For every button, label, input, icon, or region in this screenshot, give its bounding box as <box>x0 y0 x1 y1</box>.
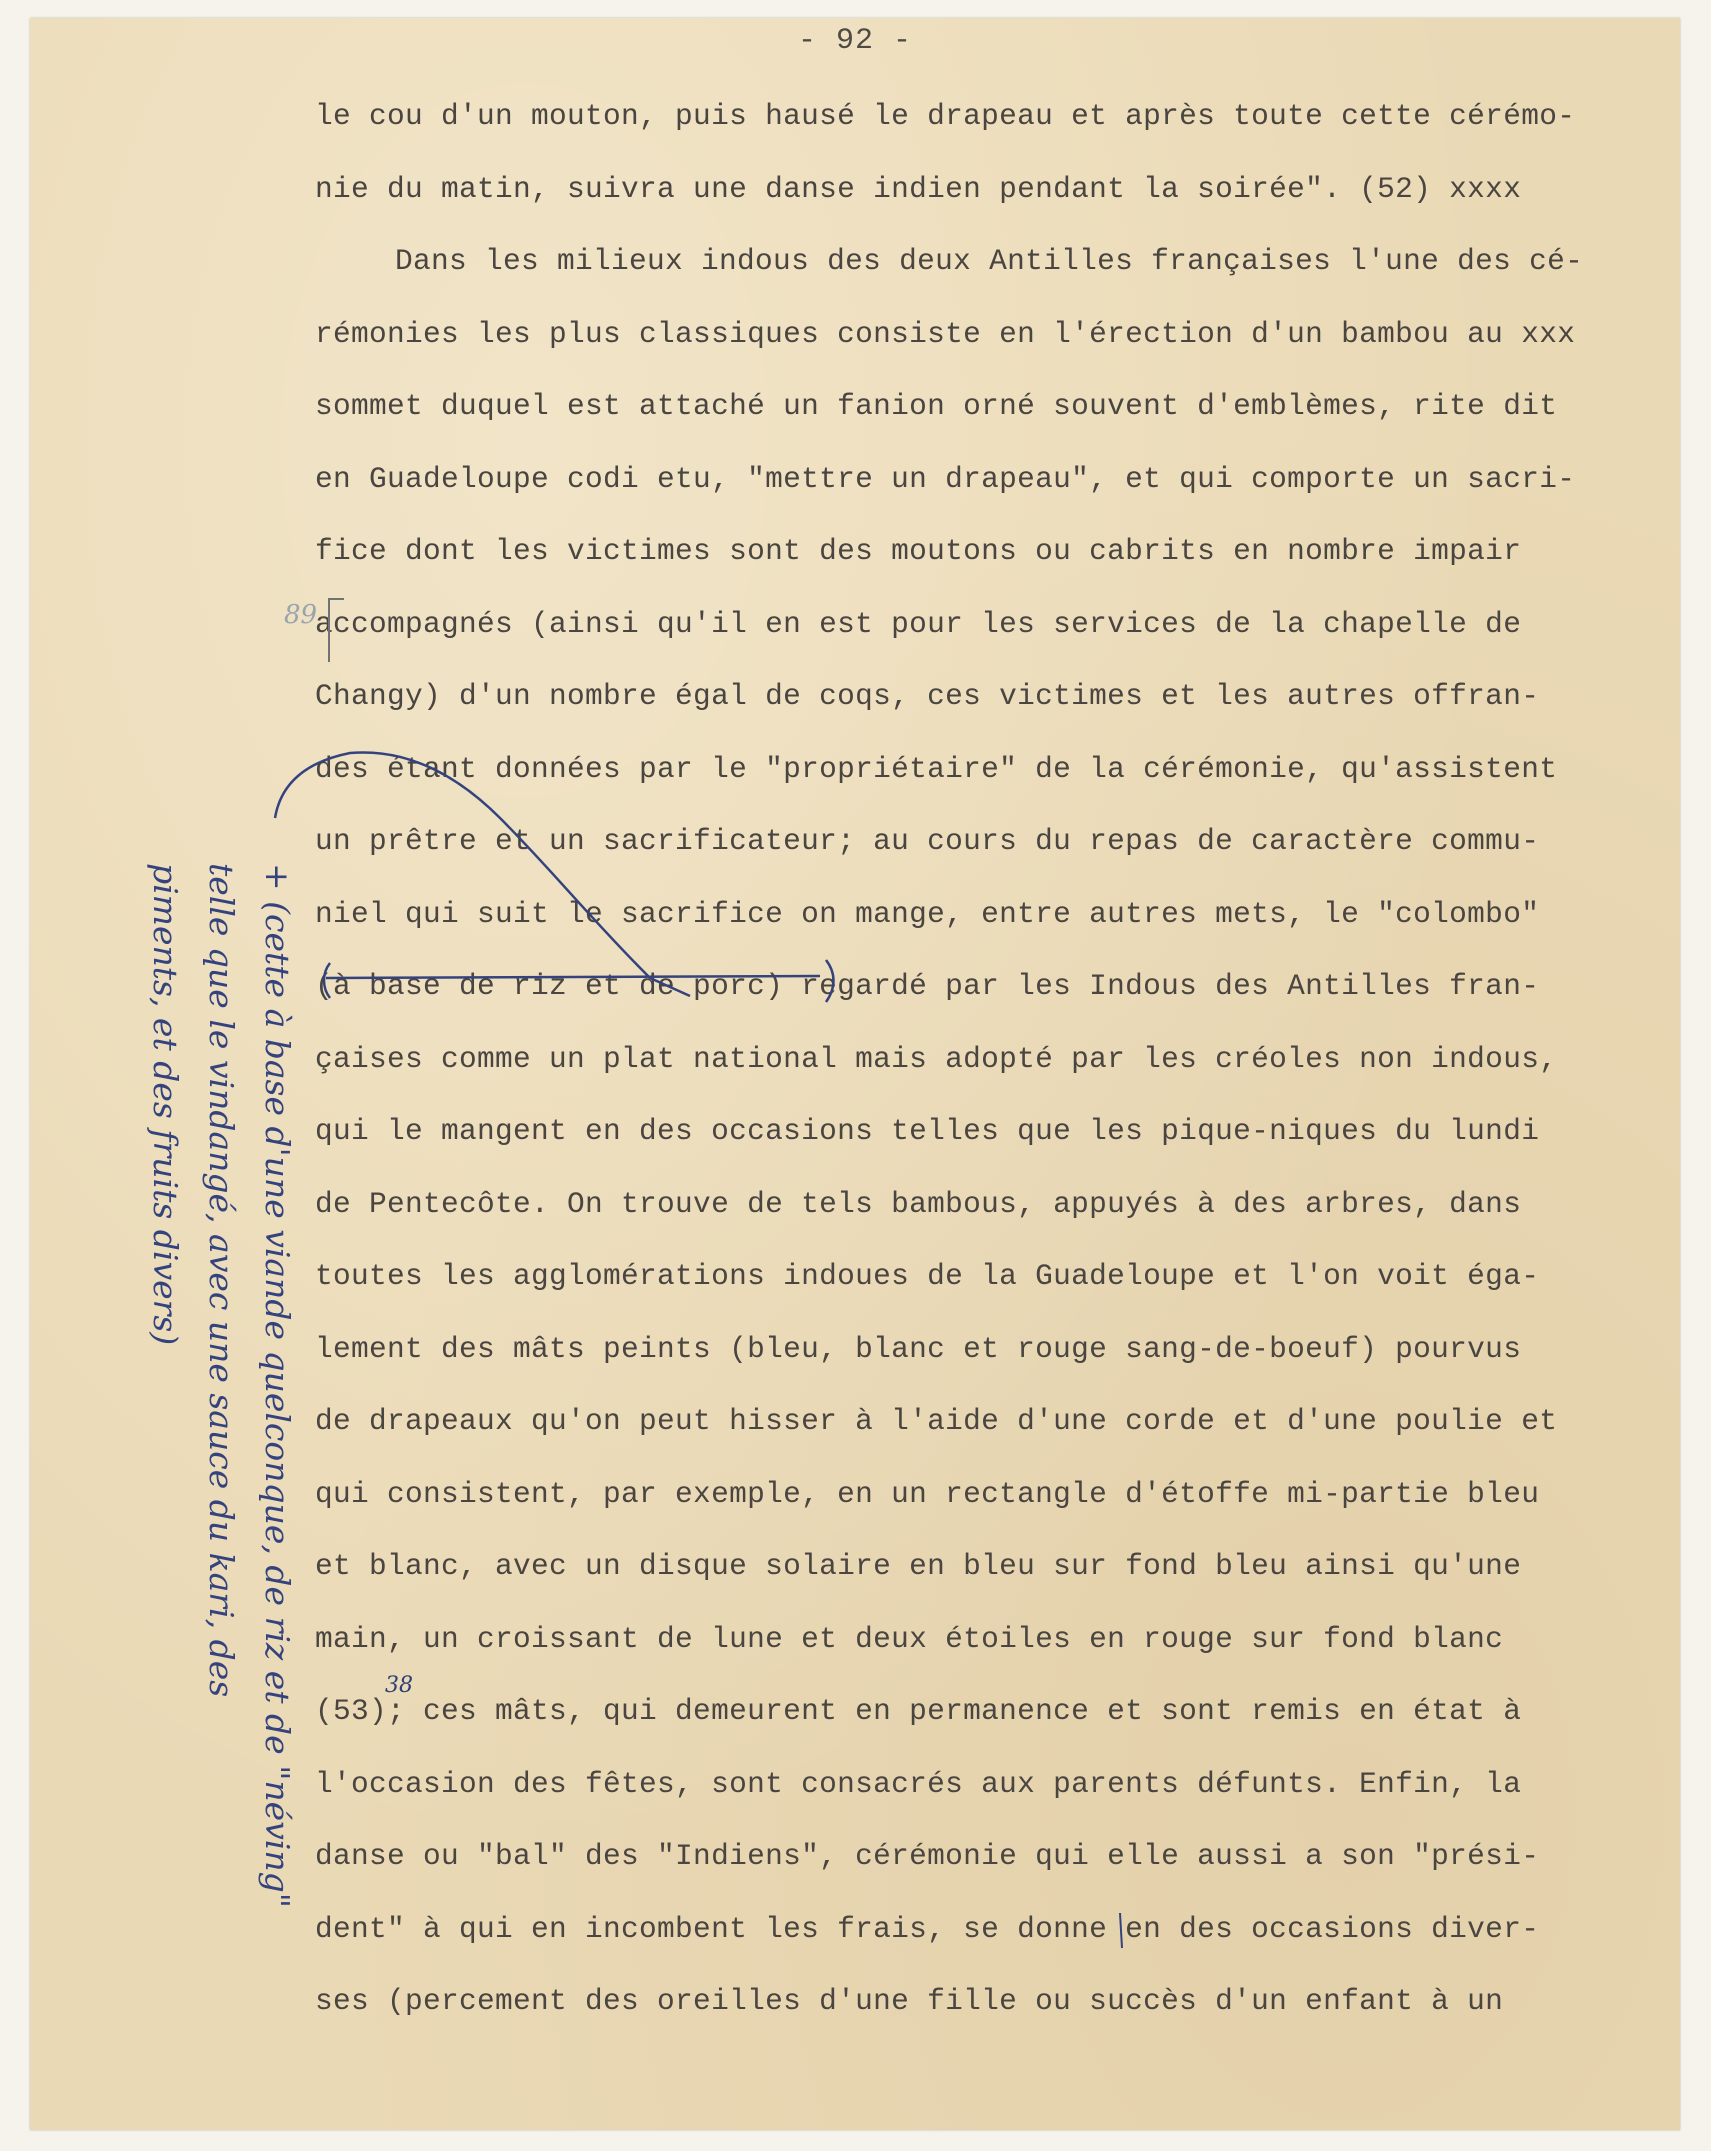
text-line: qui le mangent en des occasions telles que les pique-niques du lundi <box>315 1114 1540 1148</box>
handnote-line: + (cette à base d'une viande quelconque, de riz et de "néving" <box>258 863 297 1908</box>
text-line: Changy) d'un nombre égal de coqs, ces victimes et les autres offran- <box>315 679 1540 713</box>
text-line: accompagnés (ainsi qu'il en est pour les services de la chapelle de <box>315 606 1522 641</box>
text-line: main, un croissant de lune et deux étoiles en rouge sur fond blanc <box>315 1621 1504 1656</box>
text-line-struck: (à base de riz et de porc) regardé par les Indous des Antilles fran- <box>315 969 1540 1003</box>
text-line: çaises comme un plat national mais adopté par les créoles non indous, <box>315 1041 1558 1076</box>
text-line: (53); ces mâts, qui demeurent en permanence et sont remis en état à <box>315 1694 1522 1728</box>
text-line: dent" à qui en incombent les frais, se donne en des occasions diver- <box>315 1911 1540 1946</box>
text-line: fice dont les victimes sont des moutons ou cabrits en nombre impair <box>315 534 1522 568</box>
text-line: lement des mâts peints (bleu, blanc et rouge sang-de-boeuf) pourvus <box>315 1331 1522 1366</box>
handnote-line: piments, et des fruits divers) <box>146 863 185 1346</box>
margin-bracket <box>328 598 344 662</box>
text-line: rémonies les plus classiques consiste en l'érection d'un bambou au xxx <box>315 316 1576 351</box>
text-line: de drapeaux qu'on peut hisser à l'aide d'une corde et d'une poulie et <box>315 1404 1558 1438</box>
text-line: et blanc, avec un disque solaire en bleu sur fond bleu ainsi qu'une <box>315 1549 1522 1583</box>
document-page <box>30 18 1680 2130</box>
text-line: le cou d'un mouton, puis hausé le drapeau et après toute cette cérémo- <box>315 99 1576 133</box>
footnote-correction: 38 <box>385 1673 413 1698</box>
text-line: ses (percement des oreilles d'une fille ou succès d'un enfant à un <box>315 1984 1504 2018</box>
pencil-margin-number: 89 <box>284 600 318 630</box>
text-line: niel qui suit le sacrifice on mange, entre autres mets, le "colombo" <box>315 896 1540 931</box>
text-line: danse ou "bal" des "Indiens", cérémonie qui elle aussi a son "prési- <box>315 1839 1540 1873</box>
text-line: en Guadeloupe codi etu, "mettre un drapeau", et qui comporte un sacri- <box>315 461 1576 496</box>
text-line: Dans les milieux indous des deux Antilles françaises l'une des cé- <box>395 244 1584 278</box>
handwritten-margin-note <box>65 863 305 2123</box>
text-line: un prêtre et un sacrificateur; au cours du repas de caractère commu- <box>315 824 1540 858</box>
text-line: des étant données par le "propriétaire" de la cérémonie, qu'assistent <box>315 751 1558 786</box>
text-line: qui consistent, par exemple, en un rectangle d'étoffe mi-partie bleu <box>315 1476 1540 1511</box>
typescript-body <box>315 80 1660 2038</box>
handnote-line: telle que le vindangé, avec une sauce du kari, des <box>202 863 241 1698</box>
text-line: toutes les agglomérations indoues de la Guadeloupe et l'on voit éga- <box>315 1259 1540 1293</box>
text-line: l'occasion des fêtes, sont consacrés aux parents défunts. Enfin, la <box>315 1766 1522 1801</box>
text-line: de Pentecôte. On trouve de tels bambous, appuyés à des arbres, dans <box>315 1186 1522 1221</box>
text-line: sommet duquel est attaché un fanion orné souvent d'emblèmes, rite dit <box>315 389 1558 423</box>
text-line: nie du matin, suivra une danse indien pendant la soirée". (52) xxxx <box>315 171 1522 206</box>
page-number: - 92 - <box>797 24 913 58</box>
